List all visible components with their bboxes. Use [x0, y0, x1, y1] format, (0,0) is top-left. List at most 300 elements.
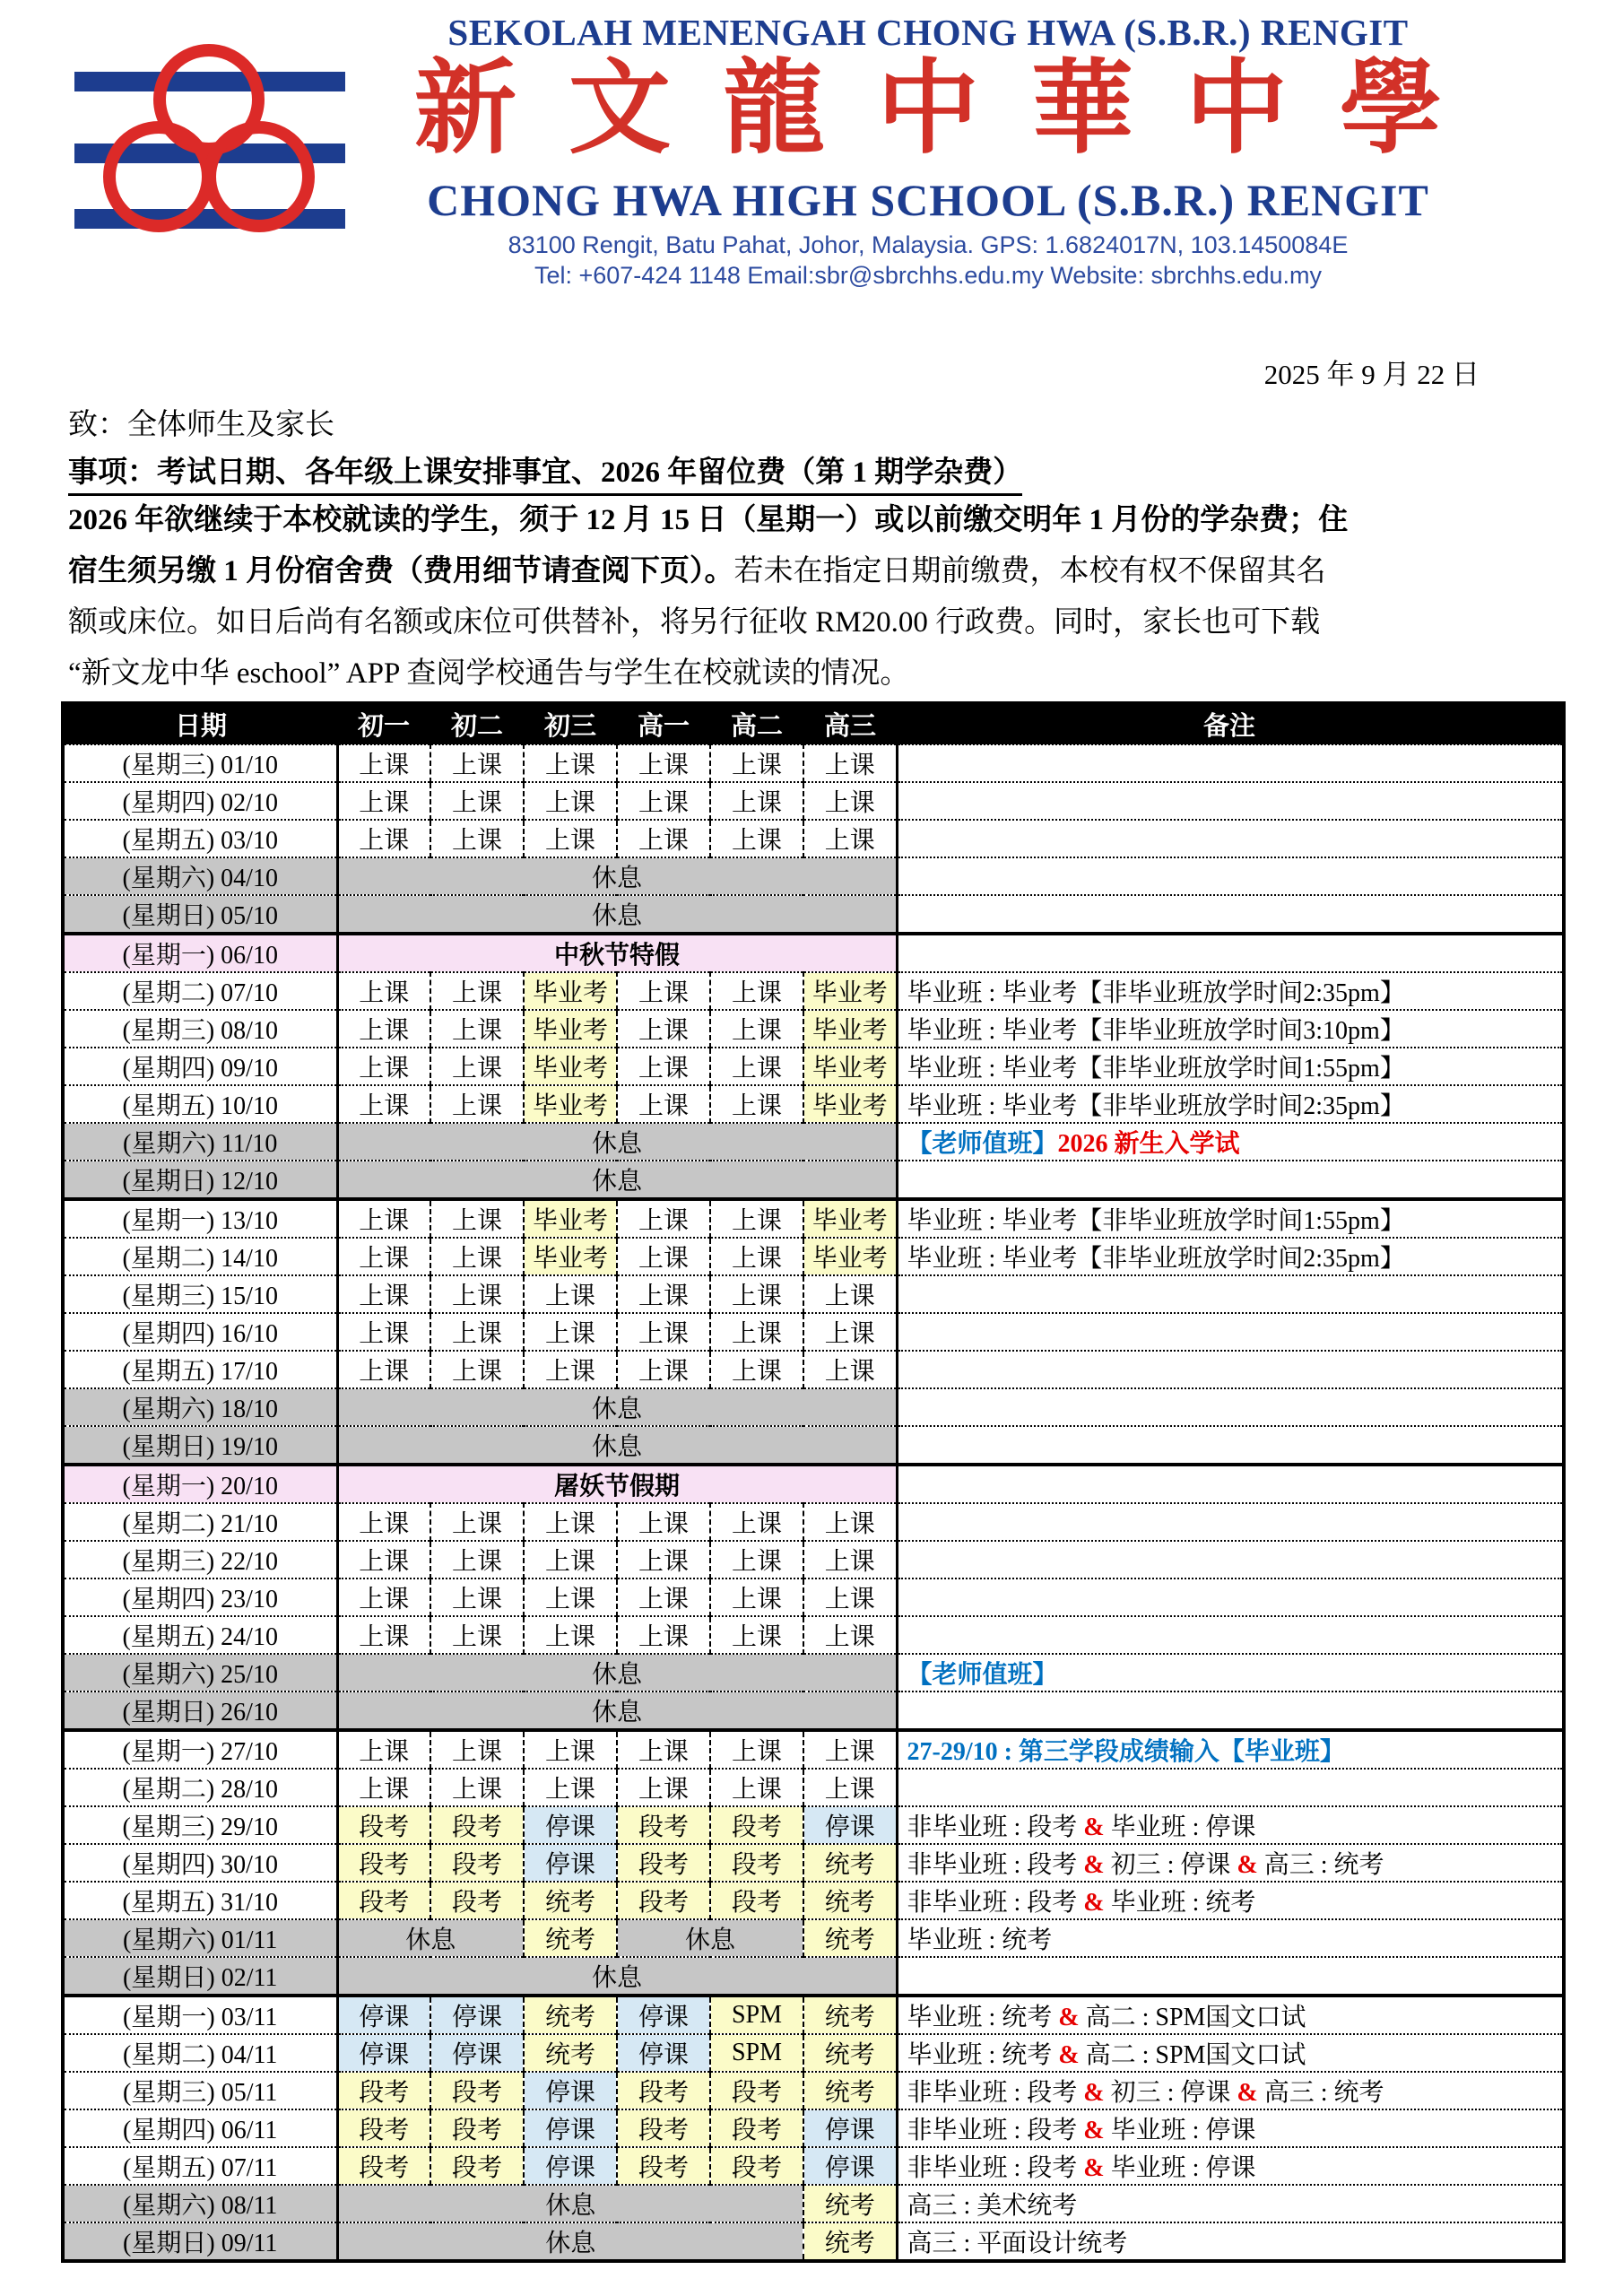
schedule-cell: 统考	[803, 1882, 897, 1919]
schedule-cell: 上课	[617, 1351, 710, 1388]
schedule-row	[63, 820, 1564, 857]
remark-cell	[897, 1844, 1564, 1882]
paragraph-line	[68, 648, 1564, 700]
schedule-cell: 上课	[337, 1769, 430, 1806]
schedule-cell: 休息	[337, 1654, 897, 1692]
schedule-cell: 上课	[430, 972, 524, 1010]
schedule-cell: 毕业考	[803, 1010, 897, 1048]
remark-segment: 毕业班 : 统考	[1104, 1889, 1256, 1917]
remark-cell	[897, 1654, 1564, 1692]
remark-cell	[897, 1957, 1564, 1996]
schedule-cell: 上课	[430, 1313, 524, 1351]
schedule-row	[63, 1465, 1564, 1503]
remark-segment: &	[1083, 1851, 1105, 1879]
schedule-cell: 上课	[617, 1085, 710, 1123]
remark-cell	[897, 1388, 1564, 1426]
schedule-cell: 上课	[430, 1275, 524, 1313]
date-cell: (星期六) 08/11	[63, 2185, 337, 2222]
schedule-cell: 上课	[710, 782, 803, 820]
date-cell: (星期日) 05/10	[63, 895, 337, 934]
schedule-row	[63, 1730, 1564, 1769]
schedule-row	[63, 1313, 1564, 1351]
schedule-row	[63, 1616, 1564, 1654]
remark-segment: 毕业班 : 统考	[907, 1926, 1053, 1954]
schedule-row	[63, 1161, 1564, 1199]
schedule-row	[63, 1844, 1564, 1882]
schedule-row	[63, 2185, 1564, 2222]
date-cell: (星期一) 06/10	[63, 934, 337, 972]
remark-segment: 毕业班 : 毕业考【非毕业班放学时间2:35pm】	[907, 1245, 1405, 1273]
remark-cell	[897, 1578, 1564, 1616]
schedule-cell: 休息	[337, 1692, 897, 1730]
schedule-cell: 停课	[430, 1996, 524, 2034]
date-cell: (星期六) 18/10	[63, 1388, 337, 1426]
schedule-cell: 上课	[337, 1313, 430, 1351]
schedule-cell: 统考	[524, 1882, 617, 1919]
schedule-row	[63, 1654, 1564, 1692]
date-cell: (星期三) 15/10	[63, 1275, 337, 1313]
schedule-row	[63, 1275, 1564, 1313]
remark-cell	[897, 2185, 1564, 2222]
schedule-cell: 统考	[524, 1996, 617, 2034]
schedule-cell: 上课	[803, 1578, 897, 1616]
issue-date: 2025 年 9 月 22 日	[1263, 359, 1480, 390]
schedule-cell: 上课	[524, 1730, 617, 1769]
schedule-cell: 毕业考	[803, 1048, 897, 1085]
schedule-cell: 统考	[803, 2034, 897, 2072]
schedule-cell: 上课	[710, 1578, 803, 1616]
date-cell: (星期四) 30/10	[63, 1844, 337, 1882]
schedule-cell: 段考	[617, 1844, 710, 1882]
schedule-cell: 上课	[617, 1503, 710, 1541]
schedule-row	[63, 1048, 1564, 1085]
schedule-cell: 上课	[337, 1578, 430, 1616]
schedule-cell: 段考	[337, 2147, 430, 2185]
schedule-cell: 上课	[430, 1578, 524, 1616]
schedule-row	[63, 2147, 1564, 2185]
column-header-2: 初二	[430, 703, 524, 744]
date-cell: (星期四) 16/10	[63, 1313, 337, 1351]
schedule-cell: 上课	[337, 972, 430, 1010]
schedule-row	[63, 1426, 1564, 1465]
schedule-row	[63, 1503, 1564, 1541]
schedule-row	[63, 895, 1564, 934]
schedule-cell: 毕业考	[803, 1085, 897, 1123]
remark-cell	[897, 1503, 1564, 1541]
date-cell: (星期五) 24/10	[63, 1616, 337, 1654]
schedule-cell: 上课	[710, 1769, 803, 1806]
date-cell: (星期三) 29/10	[63, 1806, 337, 1844]
schedule-table	[61, 701, 1566, 2263]
remark-cell	[897, 972, 1564, 1010]
schedule-cell: 停课	[524, 2109, 617, 2147]
schedule-cell: 统考	[803, 2185, 897, 2222]
remark-segment: 毕业班 : 停课	[1104, 2154, 1256, 2182]
schedule-cell: 休息	[337, 1388, 897, 1426]
schedule-cell: 上课	[617, 1010, 710, 1048]
remark-segment: &	[1058, 2004, 1080, 2031]
date-cell: (星期一) 13/10	[63, 1199, 337, 1238]
date-cell: (星期二) 14/10	[63, 1238, 337, 1275]
school-name-malay: SEKOLAH MENENGAH CHONG HWA (S.B.R.) RENGIT	[447, 12, 1409, 53]
schedule-cell: 段考	[430, 1844, 524, 1882]
schedule-cell: 段考	[617, 1882, 710, 1919]
schedule-cell: 上课	[337, 782, 430, 820]
schedule-cell: 上课	[337, 820, 430, 857]
schedule-cell: 休息	[337, 2185, 803, 2222]
remark-segment: 高二 : SPM国文口试	[1079, 2041, 1306, 2069]
schedule-cell: 上课	[524, 1351, 617, 1388]
schedule-cell: 上课	[803, 1541, 897, 1578]
schedule-cell: 上课	[617, 1730, 710, 1769]
remark-cell	[897, 1048, 1564, 1085]
remark-cell	[897, 934, 1564, 972]
date-cell: (星期三) 05/11	[63, 2072, 337, 2109]
paragraph-segment: 额或床位。如日后尚有名额或床位可供替补，将另行征收 RM20.00 行政费。同时，家长也可下载	[68, 606, 1321, 639]
schedule-cell: 屠妖节假期	[337, 1465, 897, 1503]
schedule-cell: 上课	[710, 1199, 803, 1238]
schedule-cell: 上课	[803, 1275, 897, 1313]
schedule-row	[63, 1882, 1564, 1919]
date-cell: (星期五) 31/10	[63, 1882, 337, 1919]
logo-ring-icon	[103, 121, 214, 232]
paragraph-segment: 宿生须另缴 1 月份宿舍费（费用细节请查阅下页）。	[68, 555, 734, 587]
schedule-cell: SPM	[710, 1996, 803, 2034]
schedule-cell: 段考	[710, 2109, 803, 2147]
remark-cell	[897, 1769, 1564, 1806]
schedule-cell: 上课	[337, 1238, 430, 1275]
schedule-cell: 段考	[337, 1844, 430, 1882]
remark-cell	[897, 1161, 1564, 1199]
schedule-cell: 段考	[337, 1882, 430, 1919]
remark-segment: 初三 : 停课	[1104, 2079, 1237, 2107]
remark-cell	[897, 2072, 1564, 2109]
school-address: 83100 Rengit, Batu Pahat, Johor, Malaysia. GPS: 1.6824017N, 103.1450084E	[508, 231, 1349, 258]
schedule-cell: 上课	[430, 1085, 524, 1123]
remark-segment: 毕业班 : 毕业考【非毕业班放学时间2:35pm】	[907, 979, 1405, 1007]
schedule-row	[63, 782, 1564, 820]
date-cell: (星期日) 19/10	[63, 1426, 337, 1465]
schedule-cell: 上课	[710, 1730, 803, 1769]
schedule-row	[63, 1692, 1564, 1730]
schedule-cell: 上课	[337, 1199, 430, 1238]
schedule-cell: 中秋节特假	[337, 934, 897, 972]
date-cell: (星期四) 09/10	[63, 1048, 337, 1085]
remark-segment: 2026 新生入学试	[1057, 1130, 1240, 1158]
remark-cell	[897, 1730, 1564, 1769]
school-name-chinese: 新文龍中華中學	[413, 52, 1494, 166]
schedule-cell: 上课	[803, 1769, 897, 1806]
schedule-cell: 上课	[337, 1503, 430, 1541]
schedule-cell: 上课	[617, 1199, 710, 1238]
paragraph-line	[68, 546, 1564, 597]
remark-cell	[897, 1123, 1564, 1161]
schedule-cell: 上课	[337, 1616, 430, 1654]
schedule-cell: 上课	[617, 1048, 710, 1085]
schedule-cell: 上课	[430, 820, 524, 857]
schedule-cell: 上课	[430, 1730, 524, 1769]
remark-cell	[897, 1806, 1564, 1844]
paragraph-line	[68, 597, 1564, 648]
remark-cell	[897, 1199, 1564, 1238]
schedule-cell: 段考	[430, 2109, 524, 2147]
remark-segment: 27-29/10 : 第三学段成绩输入【毕业班】	[907, 1738, 1345, 1766]
schedule-cell: 上课	[524, 820, 617, 857]
remark-segment: 高三 : 平面设计统考	[907, 2230, 1128, 2257]
schedule-cell: 停课	[337, 1996, 430, 2034]
schedule-cell: 上课	[337, 1541, 430, 1578]
schedule-row	[63, 2034, 1564, 2072]
schedule-row	[63, 1996, 1564, 2034]
remark-segment: &	[1237, 1851, 1258, 1879]
schedule-cell: 段考	[710, 1882, 803, 1919]
schedule-cell: 上课	[803, 1313, 897, 1351]
date-cell: (星期日) 12/10	[63, 1161, 337, 1199]
schedule-cell: 停课	[524, 1844, 617, 1882]
remark-cell	[897, 1085, 1564, 1123]
remark-cell	[897, 1692, 1564, 1730]
schedule-row	[63, 1919, 1564, 1957]
schedule-cell: 上课	[617, 1769, 710, 1806]
schedule-cell: 段考	[617, 2072, 710, 2109]
schedule-cell: 上课	[617, 1541, 710, 1578]
paragraph-segment: “新文龙中华 eschool” APP 查阅学校通告与学生在校就读的情况。	[68, 657, 910, 690]
schedule-cell: 上课	[710, 1010, 803, 1048]
schedule-cell: 毕业考	[524, 1010, 617, 1048]
schedule-cell: 停课	[430, 2034, 524, 2072]
paragraph-line	[68, 495, 1564, 546]
remark-segment: 非毕业班 : 段考	[907, 1851, 1084, 1879]
date-cell: (星期六) 11/10	[63, 1123, 337, 1161]
addressee-line: 致：全体师生及家长	[68, 409, 334, 441]
remark-cell	[897, 1238, 1564, 1275]
schedule-cell: 上课	[803, 1503, 897, 1541]
column-header-0: 日期	[63, 703, 337, 744]
schedule-row	[63, 1199, 1564, 1238]
schedule-cell: 休息	[337, 1919, 524, 1957]
remark-cell	[897, 1541, 1564, 1578]
schedule-cell: 段考	[337, 2109, 430, 2147]
schedule-cell: 段考	[337, 1806, 430, 1844]
remark-cell	[897, 782, 1564, 820]
schedule-cell: 上课	[803, 1616, 897, 1654]
schedule-cell: 休息	[337, 895, 897, 934]
schedule-cell: 上课	[710, 1541, 803, 1578]
schedule-cell: 上课	[803, 782, 897, 820]
schedule-cell: 上课	[710, 1238, 803, 1275]
schedule-cell: 统考	[803, 1996, 897, 2034]
schedule-cell: 上课	[524, 1313, 617, 1351]
schedule-cell: 上课	[524, 1503, 617, 1541]
date-cell: (星期三) 08/10	[63, 1010, 337, 1048]
schedule-cell: 段考	[710, 2147, 803, 2185]
schedule-cell: 休息	[337, 1426, 897, 1465]
schedule-row	[63, 972, 1564, 1010]
paragraph-segment: 若未在指定日期前缴费，本校有权不保留其名	[733, 555, 1326, 587]
remark-cell	[897, 744, 1564, 782]
schedule-cell: 上课	[337, 1275, 430, 1313]
schedule-cell: 上课	[337, 1085, 430, 1123]
schedule-cell: 上课	[617, 1616, 710, 1654]
remark-segment: 毕业班 : 统考	[907, 2041, 1059, 2069]
schedule-cell: 停课	[803, 2109, 897, 2147]
schedule-cell: 上课	[430, 1199, 524, 1238]
schedule-cell: 统考	[524, 2034, 617, 2072]
schedule-cell: 上课	[337, 1010, 430, 1048]
remark-cell	[897, 1465, 1564, 1503]
remark-segment: 【老师值班】	[907, 1661, 1058, 1689]
schedule-row	[63, 1351, 1564, 1388]
remark-segment: &	[1083, 2117, 1105, 2144]
schedule-cell: 上课	[524, 782, 617, 820]
column-header-5: 高二	[710, 703, 803, 744]
remark-cell	[897, 2109, 1564, 2147]
remark-segment: &	[1058, 2041, 1080, 2069]
remark-segment: 高三 : 美术统考	[907, 2192, 1078, 2220]
remark-cell	[897, 1010, 1564, 1048]
remark-segment: 毕业班 : 毕业考【非毕业班放学时间1:55pm】	[907, 1055, 1405, 1083]
remark-cell	[897, 820, 1564, 857]
schedule-row	[63, 1388, 1564, 1426]
schedule-cell: 上课	[710, 1351, 803, 1388]
remark-cell	[897, 857, 1564, 895]
remark-cell	[897, 2147, 1564, 2185]
schedule-cell: 上课	[617, 744, 710, 782]
remark-segment: 毕业班 : 毕业考【非毕业班放学时间1:55pm】	[907, 1207, 1405, 1235]
schedule-cell: 统考	[803, 2072, 897, 2109]
date-cell: (星期四) 02/10	[63, 782, 337, 820]
schedule-cell: 上课	[617, 820, 710, 857]
schedule-cell: 停课	[337, 2034, 430, 2072]
schedule-cell: 统考	[524, 1919, 617, 1957]
schedule-row	[63, 1957, 1564, 1996]
schedule-cell: 上课	[710, 972, 803, 1010]
date-cell: (星期五) 07/11	[63, 2147, 337, 2185]
schedule-cell: 上课	[803, 744, 897, 782]
date-cell: (星期二) 07/10	[63, 972, 337, 1010]
schedule-cell: 上课	[337, 1048, 430, 1085]
remark-segment: 非毕业班 : 段考	[907, 2079, 1084, 2107]
schedule-cell: 上课	[337, 1351, 430, 1388]
schedule-cell: 上课	[430, 1541, 524, 1578]
schedule-cell: 停课	[803, 1806, 897, 1844]
schedule-cell: 段考	[710, 1844, 803, 1882]
school-name-english: CHONG HWA HIGH SCHOOL (S.B.R.) RENGIT	[427, 175, 1429, 225]
schedule-cell: 段考	[710, 1806, 803, 1844]
date-cell: (星期六) 04/10	[63, 857, 337, 895]
date-cell: (星期一) 03/11	[63, 1996, 337, 2034]
schedule-row	[63, 1085, 1564, 1123]
schedule-cell: 上课	[710, 1085, 803, 1123]
schedule-cell: 毕业考	[524, 1085, 617, 1123]
schedule-cell: 毕业考	[803, 972, 897, 1010]
schedule-cell: 毕业考	[524, 1048, 617, 1085]
schedule-cell: 段考	[617, 2147, 710, 2185]
schedule-row	[63, 1238, 1564, 1275]
schedule-row	[63, 2109, 1564, 2147]
schedule-cell: 上课	[524, 744, 617, 782]
schedule-cell: 停课	[617, 1996, 710, 2034]
schedule-row	[63, 2072, 1564, 2109]
remark-cell	[897, 2222, 1564, 2261]
remark-cell	[897, 1313, 1564, 1351]
schedule-cell: 上课	[337, 1730, 430, 1769]
schedule-cell: 段考	[430, 2147, 524, 2185]
schedule-row	[63, 857, 1564, 895]
schedule-cell: 上课	[430, 1503, 524, 1541]
remark-cell	[897, 1275, 1564, 1313]
remark-segment: 毕业班 : 停课	[1104, 2117, 1256, 2144]
schedule-cell: 上课	[710, 744, 803, 782]
schedule-cell: 段考	[617, 2109, 710, 2147]
schedule-cell: 上课	[617, 782, 710, 820]
remark-segment: 非毕业班 : 段考	[907, 1889, 1084, 1917]
remark-segment: 初三 : 停课	[1104, 1851, 1237, 1879]
schedule-cell: 上课	[524, 1541, 617, 1578]
schedule-cell: 休息	[617, 1919, 803, 1957]
schedule-cell: 上课	[430, 744, 524, 782]
schedule-cell: 毕业考	[803, 1238, 897, 1275]
schedule-row	[63, 1578, 1564, 1616]
schedule-row	[63, 1010, 1564, 1048]
schedule-cell: 休息	[337, 1161, 897, 1199]
remark-segment: 高三 : 统考	[1257, 1851, 1384, 1879]
remark-cell	[897, 2034, 1564, 2072]
column-header-6: 高三	[803, 703, 897, 744]
schedule-row	[63, 934, 1564, 972]
date-cell: (星期三) 01/10	[63, 744, 337, 782]
schedule-cell: 统考	[803, 1844, 897, 1882]
schedule-cell: 上课	[430, 1616, 524, 1654]
remark-segment: &	[1237, 2079, 1258, 2107]
schedule-cell: 上课	[430, 782, 524, 820]
schedule-cell: 休息	[337, 2222, 803, 2261]
remark-segment: 毕业班 : 毕业考【非毕业班放学时间3:10pm】	[907, 1017, 1405, 1045]
column-header-4: 高一	[617, 703, 710, 744]
schedule-cell: 上课	[524, 1769, 617, 1806]
school-contact: Tel: +607-424 1148 Email:sbr@sbrchhs.edu.my Website: sbrchhs.edu.my	[534, 262, 1323, 289]
schedule-cell: 上课	[617, 1578, 710, 1616]
schedule-cell: 毕业考	[524, 1199, 617, 1238]
schedule-row	[63, 2222, 1564, 2261]
remark-cell	[897, 1882, 1564, 1919]
schedule-cell: 停课	[803, 2147, 897, 2185]
schedule-cell: 上课	[710, 1275, 803, 1313]
date-cell: (星期二) 04/11	[63, 2034, 337, 2072]
date-cell: (星期五) 03/10	[63, 820, 337, 857]
schedule-cell: 统考	[803, 1919, 897, 1957]
schedule-cell: 上课	[803, 1351, 897, 1388]
subject-line: 事项：考试日期、各年级上课安排事宜、2026 年留位费（第 1 期学杂费）	[68, 448, 1022, 496]
column-header-7: 备注	[897, 703, 1564, 744]
schedule-cell: 毕业考	[524, 1238, 617, 1275]
schedule-cell: 上课	[337, 744, 430, 782]
remark-segment: 高三 : 统考	[1257, 2079, 1384, 2107]
remark-segment: 高二 : SPM国文口试	[1079, 2004, 1306, 2031]
remark-segment: &	[1083, 2079, 1105, 2107]
schedule-cell: 段考	[430, 1806, 524, 1844]
schedule-cell: 上课	[617, 1313, 710, 1351]
schedule-cell: 上课	[524, 1578, 617, 1616]
schedule-row	[63, 1541, 1564, 1578]
date-cell: (星期六) 25/10	[63, 1654, 337, 1692]
schedule-cell: 上课	[710, 1616, 803, 1654]
schedule-cell: 上课	[430, 1769, 524, 1806]
date-cell: (星期三) 22/10	[63, 1541, 337, 1578]
date-cell: (星期二) 28/10	[63, 1769, 337, 1806]
schedule-cell: 上课	[430, 1238, 524, 1275]
notice-paragraph	[68, 495, 1564, 700]
